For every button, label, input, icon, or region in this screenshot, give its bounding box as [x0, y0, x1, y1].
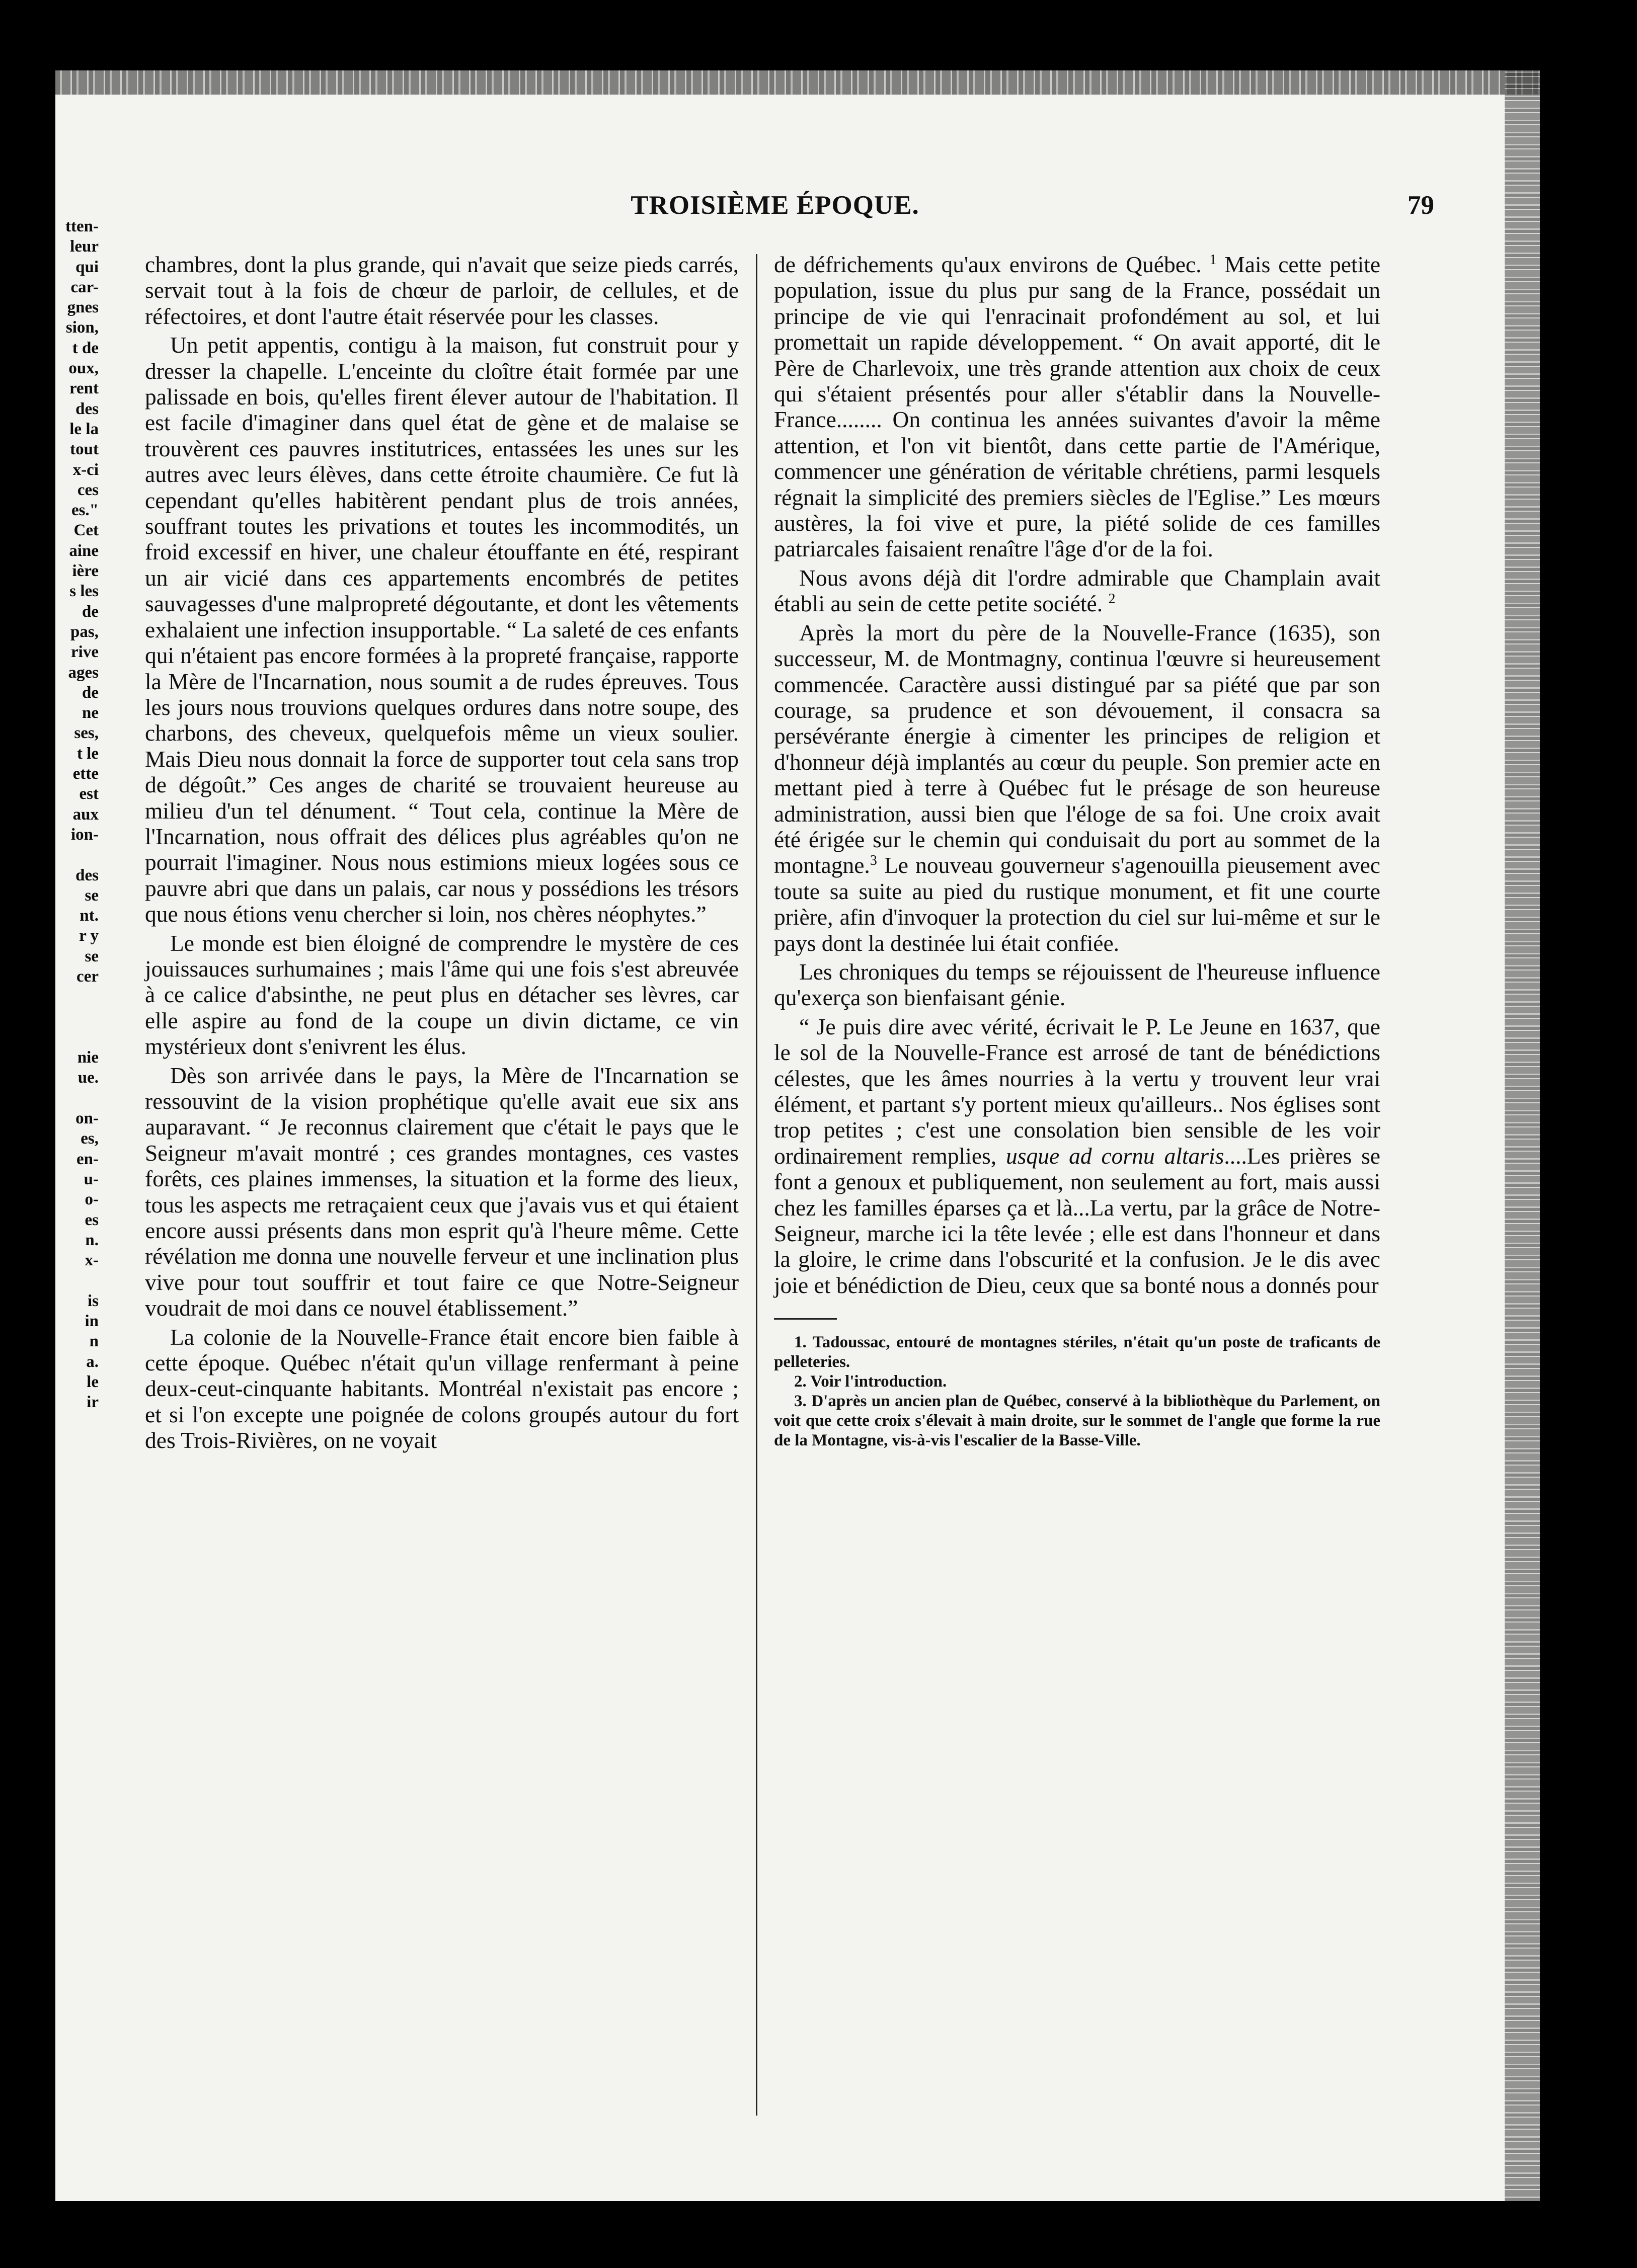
margin-fragment [55, 987, 99, 1007]
footnote-ref: 2 [1108, 591, 1116, 607]
margin-fragment: est [79, 785, 99, 803]
column-divider [756, 254, 757, 2116]
margin-fragment [55, 1088, 99, 1108]
footnote: 1. Tadoussac, entouré de montagnes stériles, n'était qu'un poste de traficants de pelleteries. [774, 1333, 1380, 1371]
margin-fragment: ses, [74, 724, 99, 743]
paragraph-text: ....Les prières se font a genoux et publiquement, non seulement au fort, mais aussi chez les familles éparses ça et là...La vertu, par la grâce de Notre-Seigneur, marche ici la tête levée ; elle est dans l'honneur et dans la gloire, le crime dans l'obscurité et la confusion. Je le dis avec joie et bénédiction de Dieu, ceux que sa bonté nous a donnés pour [774, 1143, 1380, 1298]
paragraph: Dès son arrivée dans le pays, la Mère de l'Incarnation se ressouvint de la vision prophétique qu'elle avait eue six ans auparavant. “ Je reconnus clairement que c'était le pays que le Seigneur m'avait montré ; ces grandes montagnes, ces vastes forêts, ces plaines immenses, la situation et la forme des lieux, tous les aspects me retraçaient ceux que j'avais vus et qui étaient encore aussi présents dans mon esprit qu'à l'heure même. Cette révélation me donna une nouvelle ferveur et une inclination plus vive pour tout souffrir et tout faire ce que Notre-Seigneur voudrait de moi dans ce nouvel établissement.” [145, 1062, 739, 1321]
margin-fragment: aine [69, 541, 99, 560]
page-header [106, 190, 1444, 225]
footnote: 3. D'après un ancien plan de Québec, conservé à la bibliothèque du Parlement, on voit que cette croix s'élevait à main droite, sur le sommet de l'angle que forme la rue de la Montagne, vis-à-vis l'escalier de la Basse-Ville. [774, 1392, 1380, 1450]
right-column [774, 252, 1380, 1450]
margin-fragment: tten- [65, 217, 99, 235]
margin-fragment: le [87, 1372, 99, 1391]
margin-fragment: is [87, 1291, 99, 1310]
footnote: 2. Voir l'introduction. [794, 1372, 947, 1391]
margin-fragment: aux [72, 805, 99, 824]
margin-fragment [55, 1027, 99, 1047]
margin-fragment: en- [76, 1150, 99, 1168]
paragraph [774, 1014, 1380, 1298]
left-column [145, 252, 739, 1453]
margin-fragment: oux, [68, 359, 99, 378]
margin-fragment: es, [81, 1129, 99, 1148]
latin-phrase: usque ad cornu altaris [1006, 1143, 1224, 1169]
paragraph [774, 565, 1380, 617]
margin-fragment: ne [82, 704, 99, 722]
footnote-rule [774, 1318, 837, 1320]
paragraph: La colonie de la Nouvelle-France était encore bien faible à cette époque. Québec n'était qu'un village renfermant à peine deux-ceut-cinquante habitants. Montréal n'existait pas encore ; et si l'on excepte une poignée de colons groupés autour du fort des Trois-Rivières, on ne voyait [145, 1324, 739, 1453]
margin-fragment: es." [71, 501, 99, 520]
margin-fragment: in [85, 1312, 99, 1331]
margin-fragment: des [75, 866, 99, 884]
margin-fragment: es [85, 1210, 99, 1229]
margin-fragment: rent [69, 379, 99, 398]
margin-fragment [55, 1007, 99, 1027]
margin-fragment: nie [77, 1048, 99, 1067]
facing-page-margin-fragments [55, 216, 99, 1413]
margin-fragment: o- [85, 1190, 99, 1209]
margin-fragment: cer [76, 967, 99, 986]
running-head: TROISIÈME ÉPOQUE. [631, 191, 919, 220]
margin-fragment [55, 845, 99, 865]
margin-fragment: t le [76, 744, 99, 763]
paragraph: Un petit appentis, contigu à la maison, fut construit pour y dresser la chapelle. L'enceinte du cloître était formée par une palissade en bois, qu'elles firent élever autour de l'habitation. Il est facile d'imaginer dans quel état de gène et de malaise se trouvèrent ces pauvres institutrices, entassées les unes sur les autres avec leurs élèves, dans cette étroite chaumière. Ce fut là cependant qu'elles habitèrent pendant plus de trois années, souffrant toutes les privations et toutes les incommodités, un froid excessif en hiver, une chaleur étouffante en été, respirant un air vicié dans ces appartements encombrés de petites sauvagesses d'une malpropreté dégoutante, et dont les vêtements exhalaient une infection insupportable. “ La saleté de ces enfants qui n'étaient pas encore formées à la propreté française, rapporte la Mère de l'Incarnation, nous soumit a de rudes épreuves. Tous les jours nous trouvions quelques ordures dans notre soupe, des charbons, des cheveux, quelquefois même un vieux soulier. Mais Dieu nous donnait la force de supporter tout cela sans trop de dégoût.” Ces anges de charité se trouvaient heureuse au milieu d'un tel dénument. “ Tout cela, continue la Mère de l'Incarnation, nous offrait des délices plus agréables qu'on ne pourrait l'imaginer. Nous nous estimions mieux logées sous ce pauvre abri que dans un palais, car nous y possédions les trésors que nous étions venu chercher si loin, nos chères néophytes.” [145, 332, 739, 927]
margin-fragment: car- [70, 278, 99, 296]
margin-fragment: tout [70, 440, 99, 459]
paragraph-text: Mais cette petite population, issue du plus pur sang de la France, possédait un principe de vie qui l'enracinait profondément au sol, et lui promettait un rapide développement. “ On avait apporté, dit le Père de Charlevoix, une très grande attention aux choix de ceux qui s'étaient présentés pour aller s'établir dans la Nouvelle-France........ On continua les années suivantes d'avoir la même attention, et l'on vit bientôt, dans cette partie de l'Amérique, commencer une génération de véritable chrétiens, parmi lesquels régnait la simplicité des premiers siècles de l'Eglise.” Les mœurs austères, la foi vive et pure, la piété solide de ces familles patriarcales faisaient renaître l'âge d'or de la foi. [774, 252, 1381, 562]
margin-fragment: se [85, 886, 99, 905]
paragraph-text: “ Je puis dire avec vérité, écrivait le P. Le Jeune en 1637, que le sol de la Nouvelle-France est arrosé de tant de bénédictions célestes, que les âmes nourries à la vertu y trouvent leur vrai élément, et partant s'y portent mieux qu'ailleurs.. Nos églises sont trop petites ; c'est une consolation bien sensible de les voir ordinairement remplies, [774, 1013, 1380, 1169]
footnote-ref: 1 [1209, 252, 1217, 268]
margin-fragment: t de [72, 339, 99, 357]
margin-fragment: leur [70, 237, 99, 256]
footnotes [774, 1333, 1380, 1450]
paragraph: Les chroniques du temps se réjouissent de l'heureuse influence qu'exerça son bienfaisant génie. [774, 958, 1380, 1011]
margin-fragment: s les [69, 582, 99, 601]
margin-fragment: de [82, 683, 99, 702]
margin-fragment [55, 1270, 99, 1290]
margin-fragment: se [85, 947, 99, 965]
paragraph: Le monde est bien éloigné de comprendre le mystère de ces jouissauces surhumaines ; mais l'âme qui une fois s'est abreuvée à ce calice d'absinthe, ne peut plus en détacher ses lèvres, car elle aspire au fond de la coupe un divin dictame, ce vin mystérieux dont s'enivrent les élus. [145, 930, 739, 1060]
margin-fragment: le la [69, 420, 99, 438]
margin-fragment: r y [79, 927, 99, 945]
paragraph-text: Nous avons déjà dit l'ordre admirable que Champlain avait établi au sein de cette petite société. [774, 564, 1380, 617]
margin-fragment: sion, [65, 318, 99, 337]
margin-fragment: de [82, 602, 99, 621]
margin-fragment: x-ci [72, 460, 99, 479]
scanned-page [55, 70, 1540, 2201]
margin-fragment: rive [71, 643, 99, 662]
margin-fragment: gnes [67, 298, 99, 317]
margin-fragment: ces [77, 480, 99, 499]
margin-fragment: ion- [70, 825, 99, 844]
margin-fragment: des [75, 399, 99, 418]
paragraph [774, 620, 1380, 956]
margin-fragment: qui [75, 258, 99, 276]
margin-fragment: on- [75, 1109, 99, 1128]
margin-fragment: Cet [73, 521, 99, 540]
margin-fragment: nt. [80, 907, 99, 925]
margin-fragment: n. [85, 1231, 99, 1249]
margin-fragment: x- [85, 1251, 99, 1270]
margin-fragment: pas, [70, 622, 99, 641]
page-number: 79 [1408, 191, 1434, 220]
paragraph-text: Le nouveau gouverneur s'agenouilla pieusement avec toute sa suite au pied du rustique monument, et fit une courte prière, afin d'invoquer la protection du ciel sur lui-même et sur le pays dont la destinée lui était confiée. [774, 852, 1380, 956]
margin-fragment: ages [68, 663, 99, 682]
margin-fragment: ette [72, 765, 99, 783]
margin-fragment: a. [86, 1352, 99, 1371]
margin-fragment: u- [84, 1170, 99, 1188]
paragraph-text: Après la mort du père de la Nouvelle-France (1635), son successeur, M. de Montmagny, continua l'œuvre si heureusement commencée. Caractère aussi distingué par sa piété que par son courage, sa prudence et son dévouement, il consacra sa persévérante énergie à cimenter les principes de religion et d'honneur déjà implantés au cœur du peuple. Son premier acte en mettant pied à terre à Québec fut le présage de son heureuse administration, aussi bien que l'éloge de sa foi. Une croix avait été érigée sur le chemin qui conduisait du port au sommet de la montagne. [774, 619, 1380, 878]
paragraph [774, 252, 1380, 562]
margin-fragment: ir [87, 1393, 99, 1412]
paragraph-text: de défrichements qu'aux environs de Québec. [774, 252, 1202, 277]
paragraph: chambres, dont la plus grande, qui n'avait que seize pieds carrés, servait tout à la fois de chœur de parloir, de cellules, et de réfectoires, et dont l'autre était réservée pour les classes. [145, 252, 739, 329]
margin-fragment: ière [72, 562, 99, 581]
footnote-ref: 3 [870, 853, 877, 869]
margin-fragment: n [89, 1332, 99, 1351]
margin-fragment: ue. [77, 1069, 99, 1087]
